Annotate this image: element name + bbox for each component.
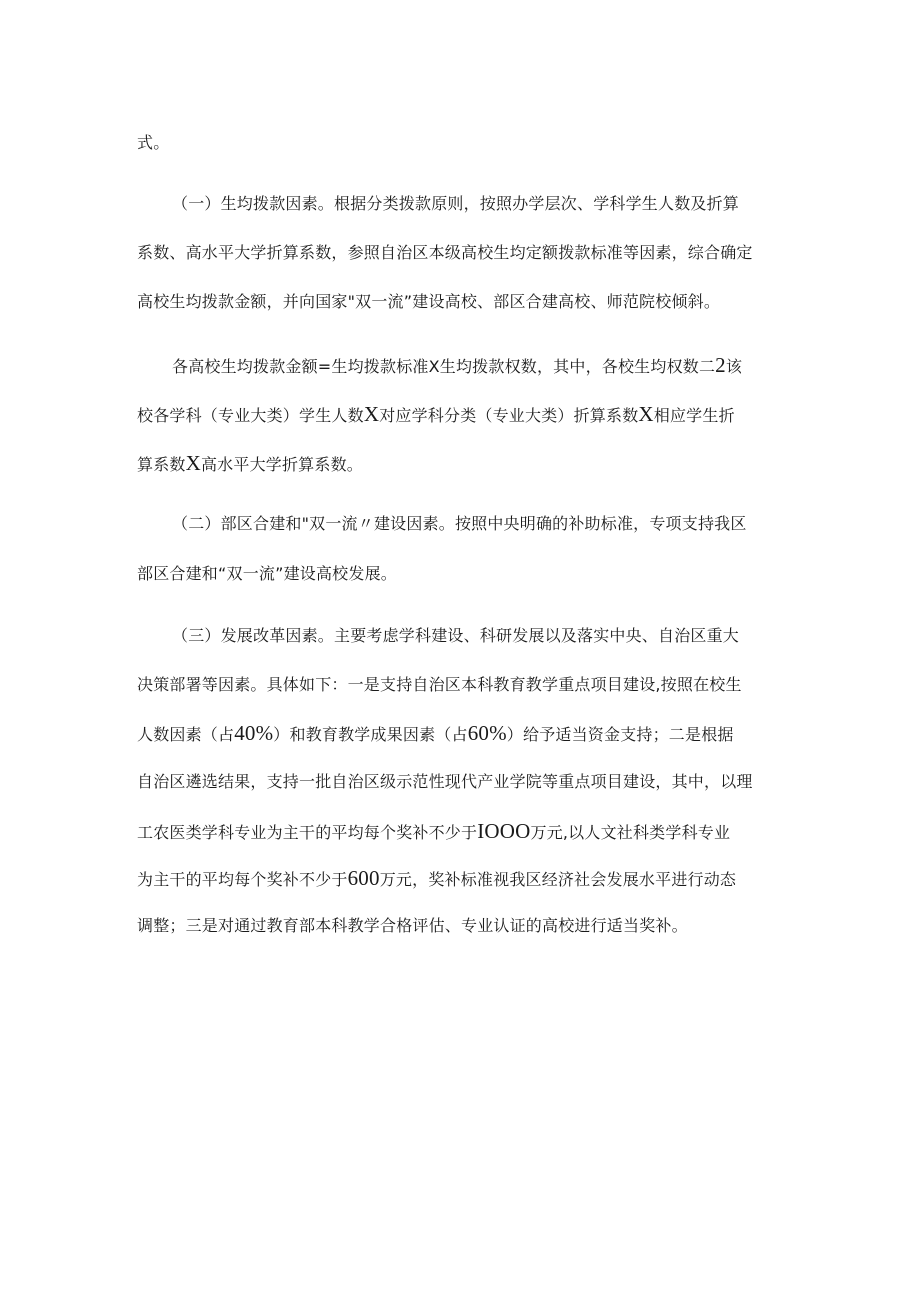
paragraph-line xyxy=(172,514,787,534)
text-run: 算系数 xyxy=(137,455,186,474)
text-run: 部区合建和“双一流”建设高校发展。 xyxy=(137,564,397,583)
amount-value: 600 xyxy=(347,868,380,890)
text-run: 调整；三是对通过教育部本科教学合格评估、专业认证的高校进行适当奖补。 xyxy=(137,916,688,935)
text-run: 相应学生折 xyxy=(653,406,735,425)
paragraph-line xyxy=(137,723,787,745)
text-run: 万元,以人文社科类学科专业 xyxy=(530,823,731,842)
paragraph-line xyxy=(137,133,787,153)
text-run: 人数因素（占 xyxy=(137,725,235,744)
multiply-sign: X xyxy=(363,404,380,426)
text-run: 高校生均拨款金额，并向国家"双一流”建设高校、部区合建高校、师范院校倾斜。 xyxy=(137,292,721,311)
paragraph-line xyxy=(137,243,787,263)
multiply-sign: X xyxy=(185,453,201,475)
number-run: 2 xyxy=(715,355,726,377)
paragraph-line xyxy=(172,194,787,214)
text-run: 工农医类学科专业为主干的平均每个奖补不少于 xyxy=(137,823,478,842)
paragraph-line xyxy=(137,453,787,475)
amount-value: IOOO xyxy=(477,821,531,843)
text-run: 各高校生均拨款金额=生均拨款标准X生均拨款权数，其中，各校生均权数二 xyxy=(172,357,716,376)
paragraph-line xyxy=(137,404,787,426)
text-run: ）给予适当资金支持；二是根据 xyxy=(506,725,734,744)
paragraph-line xyxy=(137,868,787,890)
paragraph-line xyxy=(172,355,787,377)
text-run: （三）发展改革因素。主要考虑学科建设、科研发展以及落实中央、自治区重大 xyxy=(172,626,740,645)
text-run: （二）部区合建和"双一流〃建设因素。按照中央明确的补助标准，专项支持我区 xyxy=(172,514,747,533)
paragraph-line xyxy=(137,772,787,792)
text-run: 该 xyxy=(725,357,743,376)
text-run: 自治区遴选结果，支持一批自治区级示范性现代产业学院等重点项目建设，其中，以理 xyxy=(137,772,753,791)
paragraph-line xyxy=(137,821,787,843)
text-run: 高水平大学折算系数。 xyxy=(200,455,363,474)
text-run: 为主干的平均每个奖补不少于 xyxy=(137,870,348,889)
text-run: 式。 xyxy=(137,133,170,152)
paragraph-line xyxy=(137,564,787,584)
text-run: 系数、高水平大学折算系数，参照自治区本级高校生均定额拨款标准等因素，综合确定 xyxy=(137,243,753,262)
text-run: （一）生均拨款因素。根据分类拨款原则，按照办学层次、学科学生人数及折算 xyxy=(172,194,740,213)
paragraph-line xyxy=(137,292,787,312)
text-run: 决策部署等因素。具体如下：一是支持自治区本科教育教学重点项目建设,按照在校生 xyxy=(137,675,742,694)
text-run: ）和教育教学成果因素（占 xyxy=(273,725,468,744)
percent-value: 60% xyxy=(467,723,507,745)
paragraph-line xyxy=(137,916,787,936)
percent-value: 40% xyxy=(234,723,274,745)
paragraph-line xyxy=(137,675,787,695)
text-run: 万元，奖补标准视我区经济社会发展水平进行动态 xyxy=(379,870,737,889)
text-run: 对应学科分类（专业大类）折算系数 xyxy=(379,406,639,425)
text-run: 校各学科（专业大类）学生人数 xyxy=(137,406,364,425)
paragraph-line xyxy=(172,626,787,646)
multiply-sign: X xyxy=(638,404,654,426)
